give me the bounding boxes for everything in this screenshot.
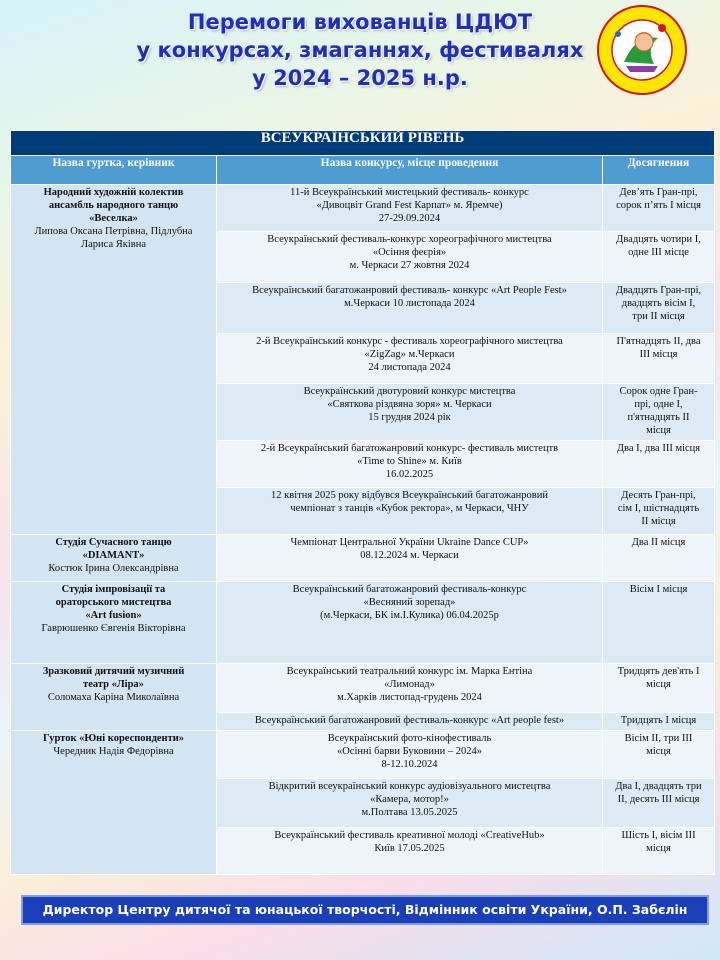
club-cell bbox=[11, 664, 217, 731]
contest-line: Всеукраїнський театральний конкурс ім. Марка Ентіна bbox=[286, 666, 533, 677]
contest-line: «Дивоцвіт Grand Fest Карпат» м. Яремче) bbox=[316, 200, 503, 211]
achievement-line: Вісім І місця bbox=[629, 584, 688, 595]
club-cell bbox=[11, 731, 217, 875]
contest-line: 2-й Всеукраїнський багатожанровий конкурс- фестиваль мистецтв bbox=[260, 443, 559, 454]
contest-line: Всеукраїнський багатожанровий фестиваль-конкурс bbox=[292, 584, 527, 595]
contest-line: 08.12.2024 м. Черкаси bbox=[360, 550, 459, 561]
achievement-line: місця bbox=[646, 843, 671, 854]
achievement-cell bbox=[603, 828, 715, 875]
contest-cell bbox=[217, 185, 603, 232]
club-name-line: «Веселка» bbox=[89, 213, 138, 224]
contest-line: «Святкова різдвяна зоря» м. Черкаси bbox=[327, 399, 492, 410]
achievement-line: ІІ місця bbox=[641, 516, 676, 527]
contest-line: 16.02.2025 bbox=[385, 469, 434, 480]
contest-line: (м.Черкаси, БК ім.І.Кулика) 06.04.2025р bbox=[320, 610, 499, 621]
contest-line: «Весняний зорепад» bbox=[363, 597, 456, 608]
results-table bbox=[10, 130, 715, 875]
achievement-line: сім І, шістнадцять bbox=[617, 503, 700, 514]
achievement-line: місця bbox=[646, 679, 671, 690]
table-row bbox=[11, 185, 715, 232]
club-name-line: театр «Ліра» bbox=[83, 679, 144, 690]
contest-line: «Осіння феєрія» bbox=[372, 247, 447, 258]
contest-cell bbox=[217, 488, 603, 535]
contest-line: 11-й Всеукраїнський мистецький фестиваль- конкурс bbox=[290, 187, 529, 198]
club-name-line: Зразковий дитячий музичний bbox=[42, 666, 185, 677]
contest-line: Всеукраїнський фото-кінофестиваль bbox=[327, 733, 492, 744]
contest-line: Всеукраїнський фестиваль-конкурс хореографічного мистецтва bbox=[267, 234, 552, 245]
achievement-line: місця bbox=[646, 746, 671, 757]
achievement-line: Двадцять Гран-прі, bbox=[615, 285, 702, 296]
club-name-line: ораторського мистецтва bbox=[55, 597, 172, 608]
column-header-contest: Назва конкурсу, місце проведення bbox=[217, 156, 603, 185]
contest-line: 27-29.09.2024 bbox=[378, 213, 441, 224]
club-name-line: Студія Сучасного танцю bbox=[55, 537, 172, 548]
contest-line: Відкритий всеукраїнський конкурс аудіовізуального мистецтва bbox=[268, 781, 551, 792]
contest-line: Всеукраїнський двотуровий конкурс мистецтва bbox=[303, 386, 516, 397]
achievement-line: одне ІІІ місце bbox=[628, 247, 689, 258]
club-leader-line: Чередник Надія Федорівна bbox=[53, 746, 174, 757]
contest-line: м. Черкаси 27 жовтня 2024 bbox=[349, 260, 470, 271]
contest-cell bbox=[217, 582, 603, 664]
achievement-cell bbox=[603, 535, 715, 582]
contest-line: 15 грудня 2024 рік bbox=[368, 412, 451, 423]
achievement-line: Два ІІ місця bbox=[631, 537, 686, 548]
achievement-cell bbox=[603, 582, 715, 664]
contest-line: 12 квітня 2025 року відбувся Всеукраїнський багатожанровий bbox=[271, 490, 548, 501]
achievement-line: Два І, двадцять три bbox=[615, 781, 702, 792]
contest-line: Всеукраїнський фестиваль креативної молоді «CreativeHub» bbox=[274, 830, 545, 841]
achievement-line: прі, одне І, bbox=[634, 399, 683, 410]
logo-emblem-icon bbox=[596, 4, 688, 96]
club-name-line: Студія імпровізації та bbox=[61, 584, 166, 595]
achievement-line: Два І, два ІІІ місця bbox=[616, 443, 701, 454]
club-leader-line: Гаврюшенко Євгенія Вікторівна bbox=[41, 623, 186, 634]
achievement-line: двадцять вісім І, bbox=[621, 298, 696, 309]
contest-cell bbox=[217, 713, 603, 731]
contest-cell bbox=[217, 384, 603, 441]
title-line: у конкурсах, змаганнях, фестивалях bbox=[136, 38, 584, 62]
achievement-line: три ІІ місця bbox=[632, 311, 685, 322]
club-leader-line: Соломаха Каріна Миколаївна bbox=[47, 692, 180, 703]
club-leader-line: Липова Оксана Петрівна, Підлубна bbox=[34, 226, 193, 237]
level-banner: ВСЕУКРАЇНСЬКИЙ РІВЕНЬ bbox=[11, 131, 715, 156]
contest-cell bbox=[217, 828, 603, 875]
contest-line: «Time to Shine» м. Київ bbox=[357, 456, 462, 467]
contest-cell bbox=[217, 283, 603, 334]
achievement-line: Дев’ять Гран-прі, bbox=[619, 187, 698, 198]
achievement-cell bbox=[603, 185, 715, 232]
contest-line: 8-12.10.2024 bbox=[381, 759, 438, 770]
achievement-line: П'ятнадцять ІІ, два bbox=[616, 336, 701, 347]
club-cell bbox=[11, 535, 217, 582]
club-cell bbox=[11, 582, 217, 664]
achievement-line: Тридцять І місця bbox=[620, 715, 697, 726]
contest-line: 24 листопада 2024 bbox=[368, 362, 451, 373]
achievement-line: Шість І, вісім ІІІ bbox=[621, 830, 696, 841]
contest-line: 2-й Всеукраїнський конкурс - фестиваль хореографічного мистецтва bbox=[256, 336, 563, 347]
achievement-line: Вісім ІІ, три ІІІ bbox=[624, 733, 693, 744]
title-line: Перемоги вихованців ЦДЮТ bbox=[187, 10, 533, 34]
club-name-line: Народний художній колектив bbox=[43, 187, 184, 198]
achievement-cell bbox=[603, 488, 715, 535]
table-row bbox=[11, 535, 715, 582]
achievement-cell bbox=[603, 232, 715, 283]
contest-line: м.Черкаси 10 листопада 2024 bbox=[344, 298, 475, 309]
contest-line: чемпіонат з танців «Кубок ректора», м Черкаси, ЧНУ bbox=[290, 503, 529, 514]
achievement-cell bbox=[603, 441, 715, 488]
achievement-cell bbox=[603, 283, 715, 334]
contest-line: «ZigZag» м.Черкаси bbox=[364, 349, 455, 360]
achievement-cell bbox=[603, 384, 715, 441]
club-name-line: ансамбль народного танцю bbox=[48, 200, 179, 211]
achievement-line: ІІ, десять ІІІ місця bbox=[617, 794, 700, 805]
achievement-cell bbox=[603, 731, 715, 779]
club-leader-line: Лариса Яківна bbox=[81, 239, 146, 250]
contest-cell bbox=[217, 731, 603, 779]
club-leader-line: Костюк Ірина Олександрівна bbox=[48, 563, 179, 574]
contest-line: м.Полтава 13.05.2025 bbox=[361, 807, 458, 818]
achievement-line: Десять Гран-прі, bbox=[621, 490, 696, 501]
contest-line: Чемпіонат Центральної України Ukraine Dance CUP» bbox=[290, 537, 529, 548]
achievement-line: Тридцять дев'ять І bbox=[617, 666, 700, 677]
cdyut-logo bbox=[596, 4, 688, 96]
club-name-line: «DIAMANT» bbox=[82, 550, 145, 561]
contest-cell bbox=[217, 334, 603, 384]
contest-line: Київ 17.05.2025 bbox=[374, 843, 445, 854]
achievement-line: п'ятнадцять ІІ bbox=[627, 412, 690, 423]
club-name-line: Гурток «Юні кореспонденти» bbox=[42, 733, 185, 744]
contest-line: «Осінні барви Буковини – 2024» bbox=[336, 746, 483, 757]
club-name-line: «Art fusion» bbox=[85, 610, 142, 621]
table-row bbox=[11, 582, 715, 664]
achievement-line: Двадцять чотири І, bbox=[616, 234, 701, 245]
contest-cell bbox=[217, 232, 603, 283]
contest-cell bbox=[217, 779, 603, 828]
contest-line: Всеукраїнський багатожанровий фестиваль-конкурс «Art people fest» bbox=[254, 715, 565, 726]
table-row bbox=[11, 731, 715, 779]
achievement-line: Сорок одне Гран- bbox=[619, 386, 698, 397]
contest-line: «Лимонад» bbox=[384, 679, 435, 690]
title-line: у 2024 – 2025 н.р. bbox=[252, 66, 468, 90]
contest-cell bbox=[217, 441, 603, 488]
achievement-cell bbox=[603, 334, 715, 384]
achievement-cell bbox=[603, 779, 715, 828]
achievement-cell bbox=[603, 713, 715, 731]
achievement-line: ІІІ місця bbox=[639, 349, 678, 360]
contest-line: «Камера, мотор!» bbox=[370, 794, 449, 805]
contest-cell bbox=[217, 664, 603, 713]
column-header-achievement: Досягнення bbox=[603, 156, 715, 185]
page-title bbox=[110, 8, 610, 92]
achievement-cell bbox=[603, 664, 715, 713]
table-row bbox=[11, 664, 715, 713]
achievement-line: сорок п’ять І місця bbox=[616, 200, 701, 211]
achievement-line: місця bbox=[646, 425, 671, 436]
footer-signature: Директор Центру дитячої та юнацької творчості, Відмінник освіти України, О.П. Забєлін bbox=[21, 895, 709, 925]
club-cell bbox=[11, 185, 217, 535]
contest-line: Всеукраїнський багатожанровий фестиваль- конкурс «Art People Fest» bbox=[252, 285, 567, 296]
column-header-club: Назва гуртка, керівник bbox=[11, 156, 217, 185]
contest-cell bbox=[217, 535, 603, 582]
contest-line: м.Харків листопад-грудень 2024 bbox=[337, 692, 482, 703]
